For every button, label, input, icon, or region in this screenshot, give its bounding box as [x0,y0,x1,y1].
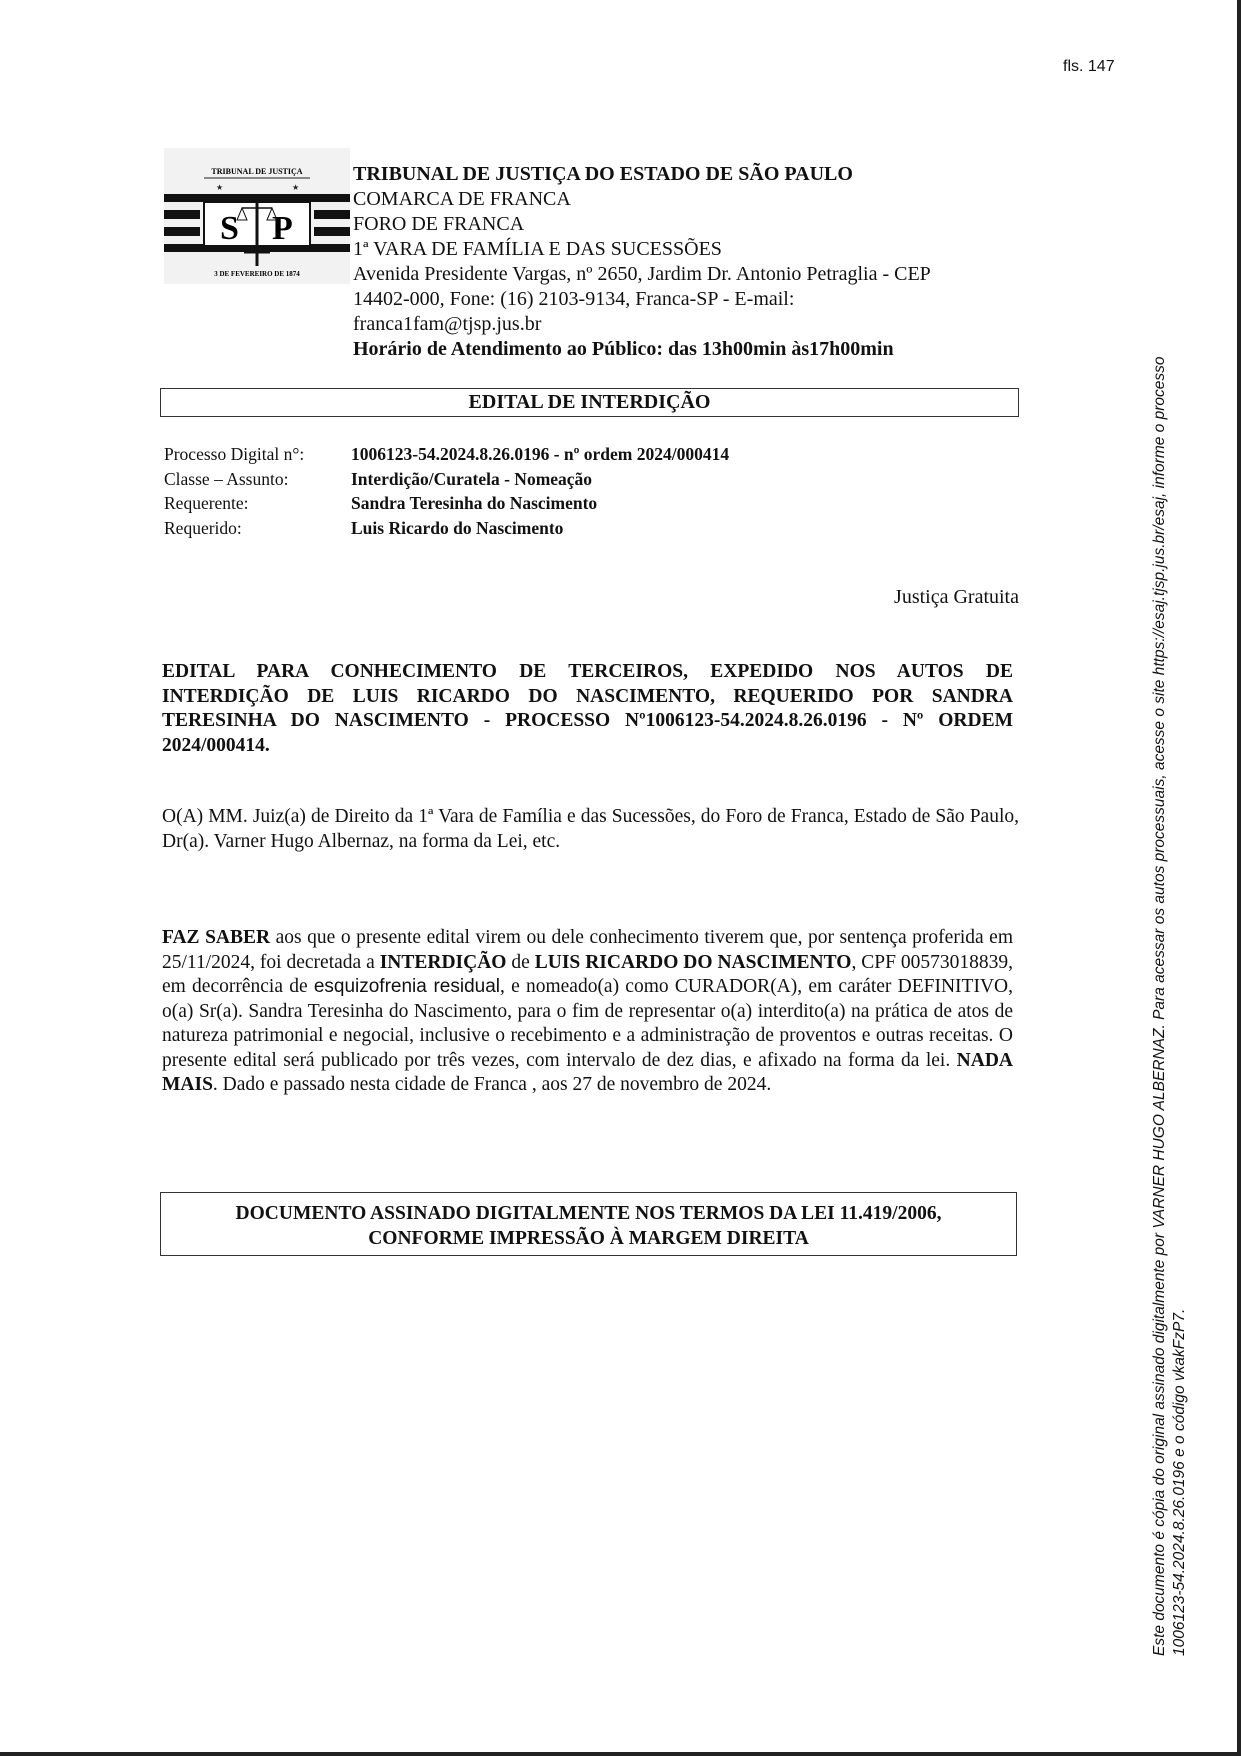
meta-row-requerido [164,516,729,541]
svg-text:3 DE FEVEREIRO DE 1874: 3 DE FEVEREIRO DE 1874 [214,270,300,278]
svg-text:S: S [220,210,239,247]
case-metadata [164,442,729,540]
address-line-2: 14402-000, Fone: (16) 2103-9134, Franca-SP - E-mail: [353,288,795,310]
svg-text:★: ★ [292,183,300,192]
interdicao-word: INTERDIÇÃO [379,951,507,973]
meta-label: Processo Digital n°: [164,444,305,464]
vara: 1ª VARA DE FAMÍLIA E DAS SUCESSÕES [353,238,722,260]
faz-saber-text: , e nomeado(a) como CURADOR(A), em caráter DEFINITIVO, o(a) Sr(a). Sandra Teresinha do Nascimento, para o fim de representar o(a) interdito(a) na prática de atos de natureza patrimonial e negocial, inclusive o recebimento e a administração de proventos e outras receitas. O presente edital será publicado por três vezes, com intervalo de dez dias, e afixado na forma da lei. [162,976,1013,1071]
nada-mais: NADA MAIS [162,1049,1013,1095]
meta-label: Requerido: [164,517,242,538]
meta-label: Classe – Assunto: [164,468,289,489]
page-edge-bottom [0,1752,1241,1756]
page-edge-right [1237,0,1241,1756]
meta-value: Luis Ricardo do Nascimento [351,517,564,538]
margin-note-line-1: Este documento é cópia do original assinado digitalmente por VARNER HUGO ALBERNAZ. Para acessar os autos processuais, acesse o site https://esaj.tjsp.jus.br/esaj, informe o processo [1151,356,1168,1656]
signature-line-2: CONFORME IMPRESSÃO À MARGEM DIREITA [368,1228,809,1249]
meta-value: 1006123-54.2024.8.26.0196 - nº ordem 2024/000414 [351,444,730,464]
court-header [353,162,993,362]
digital-signature-notice [160,1192,1017,1256]
meta-row-requerente [164,491,729,516]
meta-value: Sandra Teresinha do Nascimento [351,493,598,513]
faz-saber-text: . Dado e passado nesta cidade de Franca , aos 27 de novembro de 2024. [212,1074,772,1095]
address-line-1: Avenida Presidente Vargas, nº 2650, Jardim Dr. Antonio Petraglia - CEP [353,263,931,285]
meta-row-classe [164,467,729,492]
meta-label: Requerente: [164,493,249,513]
condition: esquizofrenia residual [313,976,500,997]
service-hours: Horário de Atendimento ao Público: das 13h00min às17h00min [353,338,894,360]
signature-line-1: DOCUMENTO ASSINADO DIGITALMENTE NOS TERMOS DA LEI 11.419/2006, [235,1203,942,1224]
address-email: franca1fam@tjsp.jus.br [353,313,542,335]
judge-paragraph: O(A) MM. Juiz(a) de Direito da 1ª Vara de Família e das Sucessões, do Foro de Franca, Estado de São Paulo, Dr(a). Varner Hugo Albernaz, na forma da Lei, etc. [162,806,1019,852]
margin-note-line-2: 1006123-54.2024.8.26.0196 e o código vkakFzP7. [1171,1308,1188,1656]
justica-gratuita-label: Justiça Gratuita [894,586,1019,608]
meta-value: Interdição/Curatela - Nomeação [351,468,593,489]
faz-saber-paragraph [162,926,1013,1098]
svg-text:TRIBUNAL DE JUSTIÇA: TRIBUNAL DE JUSTIÇA [211,167,303,176]
faz-saber-lead: FAZ SABER [162,927,271,948]
faz-saber-text: de [506,951,535,973]
court-seal-logo [164,148,350,284]
edital-heading: EDITAL PARA CONHECIMENTO DE TERCEIROS, EXPEDIDO NOS AUTOS DE INTERDIÇÃO DE LUIS RICARDO DO NASCIMENTO, REQUERIDO POR SANDRA TERESINHA DO NASCIMENTO - PROCESSO Nº1006123-54.2024.8.26.0196 - Nº ORDEM 2024/000414. [162,661,1013,756]
page-number: fls. 147 [1063,58,1115,75]
faz-saber-text: aos que o presente edital virem ou dele conhecimento tiverem que, por sentença proferida em 25/11/2024, foi decretada a [162,927,1013,973]
meta-row-processo [164,442,729,467]
interdicted-name: LUIS RICARDO DO NASCIMENTO [534,951,852,973]
document-title: EDITAL DE INTERDIÇÃO [160,388,1019,417]
faz-saber-text: , CPF 00573018839, em decorrência de [162,951,1014,997]
comarca: COMARCA DE FRANCA [353,188,571,210]
foro: FORO DE FRANCA [353,213,525,235]
svg-text:★: ★ [216,183,224,192]
court-name: TRIBUNAL DE JUSTIÇA DO ESTADO DE SÃO PAULO [353,163,853,185]
margin-authentication-note [1150,246,1190,1656]
svg-text:P: P [272,210,293,247]
